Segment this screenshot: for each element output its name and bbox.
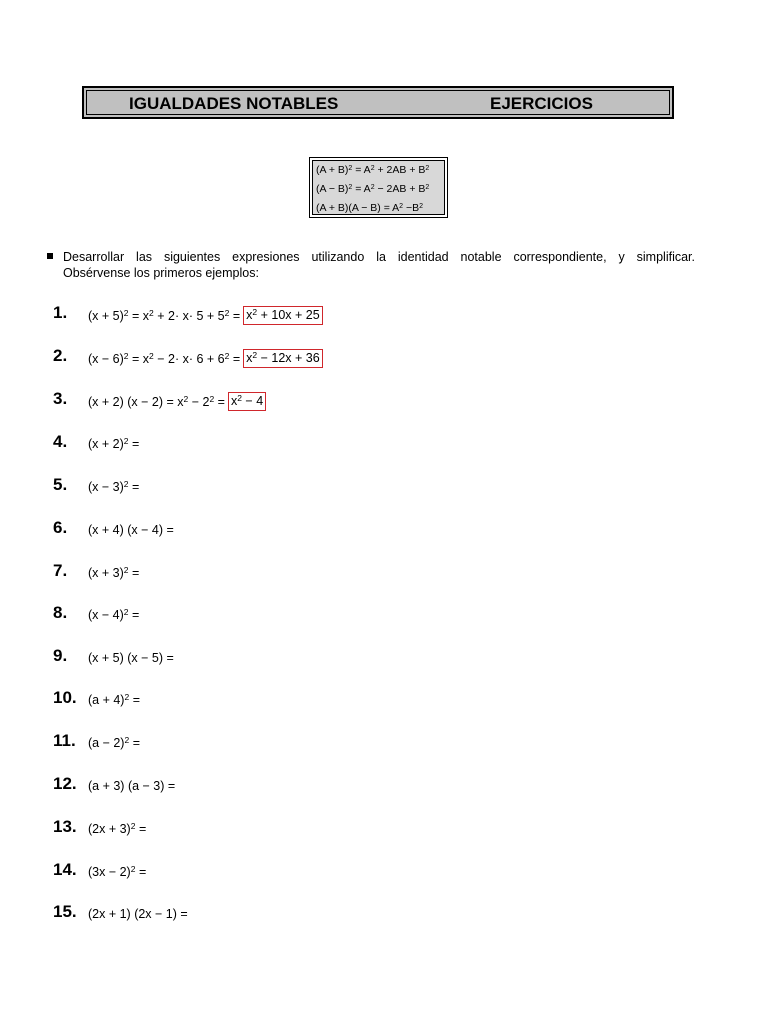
- exercise-expression: $(x + 5)^2 = x^2 + 2\cdot x\cdot 5 + 5^2 = x^2 + 10x + 25$: [88, 307, 323, 326]
- exercise-number: 5.: [53, 475, 68, 494]
- exercise-number: 12.: [53, 774, 77, 793]
- exercise-13: [0, 817, 768, 857]
- exercise-number: 13.: [53, 817, 77, 836]
- exercise-number: 11.: [53, 731, 76, 750]
- exercise-expression: (2x + 1) (2x − 1) =: [88, 907, 188, 921]
- exercise-6: [0, 518, 768, 558]
- instruction-text-2: Obsérvense los primeros ejemplos:: [63, 266, 259, 280]
- exercise-number: 6.: [53, 518, 68, 537]
- exercise-expression: (x + 4) (x − 4) =: [88, 523, 174, 537]
- exercise-expression: $(x - 4)^2$ =: [88, 607, 140, 622]
- exercise-8: [0, 603, 768, 643]
- page-title: IGUALDADES NOTABLES: [129, 94, 339, 113]
- exercise-number: 15.: [53, 902, 77, 921]
- exercise-number: 10.: [53, 688, 77, 707]
- exercise-number: 9.: [53, 646, 68, 665]
- exercise-number: 1.: [53, 303, 68, 322]
- square-bullet-icon: [47, 253, 53, 259]
- identity-square-sum: $(A + B)^2 = A^2 + 2AB + B^2$: [316, 164, 430, 176]
- exercise-expression: $(a - 2)^2$ =: [88, 735, 140, 750]
- identities-panel: [312, 160, 445, 215]
- exercise-12: [0, 774, 768, 814]
- identity-square-difference: $(A - B)^2 = A^2 - 2AB + B^2$: [316, 183, 430, 195]
- exercise-expression: $(3x - 2)^2$ =: [88, 864, 147, 879]
- exercise-3: [0, 389, 768, 429]
- identity-sum-by-difference: $(A + B)(A - B) = A^2 -B^2$: [316, 202, 424, 214]
- title-banner: [82, 86, 674, 119]
- exercise-expression: (x + 5) (x − 5) =: [88, 651, 174, 665]
- exercise-number: 8.: [53, 603, 68, 622]
- exercise-2: [0, 346, 768, 386]
- exercise-number: 14.: [53, 860, 77, 879]
- exercise-expression: $(x - 3)^2$ =: [88, 479, 140, 494]
- answer-box: $x^2 - 12x + 36$: [243, 349, 323, 368]
- exercise-11: [0, 731, 768, 771]
- answer-box: $x^2 + 10x + 25$: [243, 306, 323, 325]
- section-label: EJERCICIOS: [490, 94, 593, 113]
- exercise-expression: (x + 2) $(x - 2) = x^2 - 2^2 = x^2 - 4$: [88, 393, 266, 412]
- exercise-1: [0, 303, 768, 343]
- identities-box: [309, 157, 448, 218]
- exercise-number: 3.: [53, 389, 68, 408]
- exercise-expression: $(x + 3)^2$ =: [88, 565, 140, 580]
- exercise-number: 7.: [53, 561, 68, 580]
- exercise-14: [0, 860, 768, 900]
- exercise-number: 2.: [53, 346, 68, 365]
- exercise-expression: $(a + 4)^2$ =: [88, 692, 140, 707]
- exercise-9: [0, 646, 768, 686]
- exercise-expression: $(x - 6)^2 = x^2 - 2\cdot x\cdot 6 + 6^2 = x^2 - 12x + 36$: [88, 350, 323, 369]
- exercise-10: [0, 688, 768, 728]
- exercise-expression: $(2x + 3)^2$ =: [88, 821, 147, 836]
- exercise-4: [0, 432, 768, 472]
- exercise-15: [0, 902, 768, 942]
- exercise-number: 4.: [53, 432, 68, 451]
- exercise-5: [0, 475, 768, 515]
- exercise-expression: (a + 3) (a − 3) =: [88, 779, 176, 793]
- answer-box: $x^2 - 4$: [228, 392, 266, 411]
- exercise-7: [0, 561, 768, 601]
- instruction-text: Desarrollar las siguientes expresiones utilizando la identidad notable correspondiente, y simplificar.: [63, 250, 695, 264]
- exercise-expression: $(x + 2)^2$ =: [88, 436, 140, 451]
